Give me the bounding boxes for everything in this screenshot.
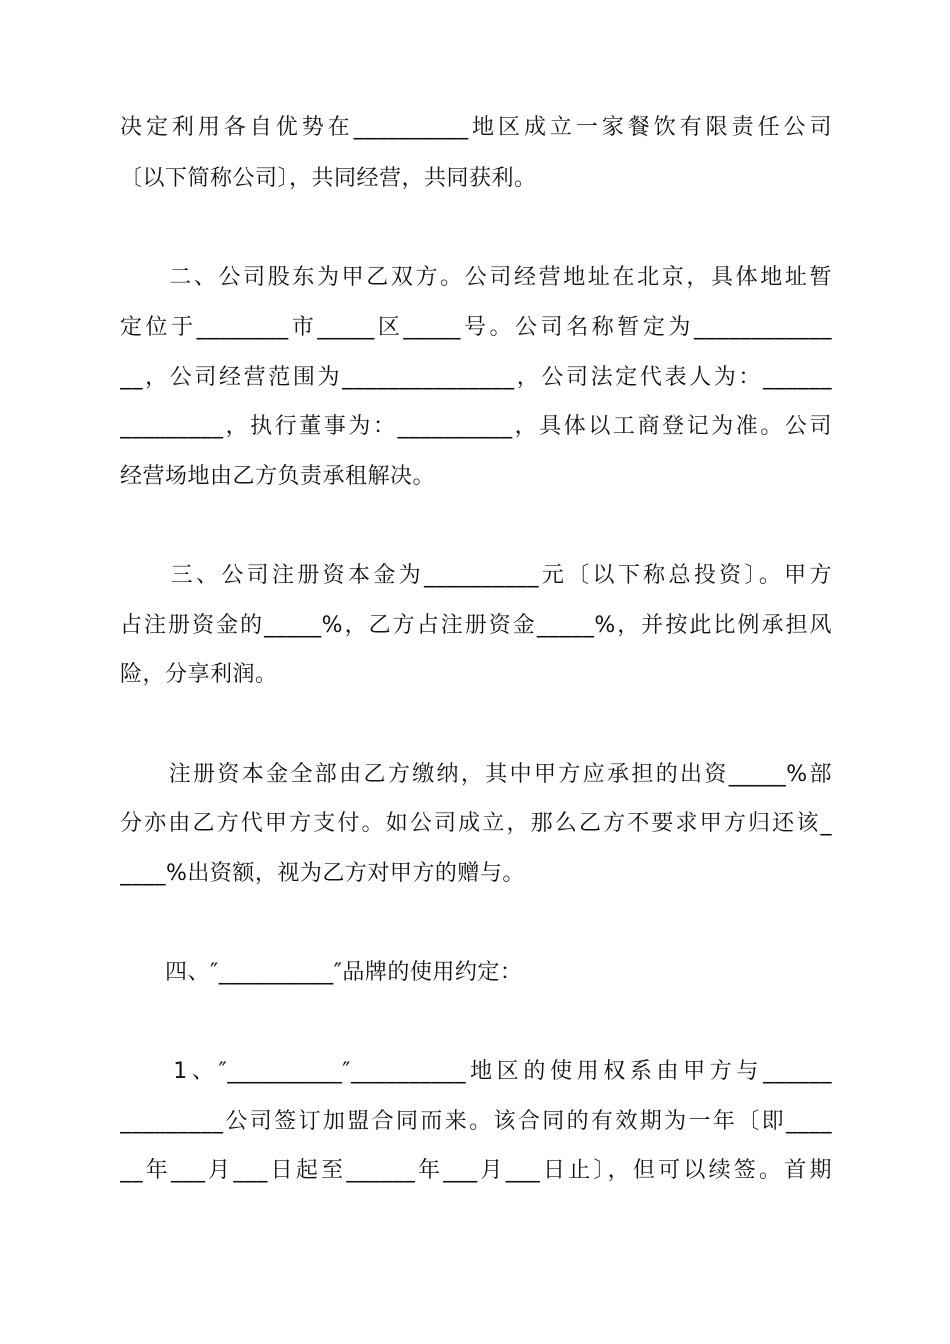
text-line: 险，分享利润。 xyxy=(120,662,278,687)
text-line: 经营场地由乙方负责承租解决。 xyxy=(120,464,436,489)
text-line: 三、公司注册资本金为__________元〔以下称总投资〕。甲方 xyxy=(120,563,832,588)
text-line: 〔以下简称公司〕，共同经营，共同获利。 xyxy=(120,166,537,191)
text-line: 1、″__________″__________地区的使用权系由甲方与______ xyxy=(120,1059,832,1084)
text-line: 二、公司股东为甲乙双方。公司经营地址在北京，具体地址暂 xyxy=(120,265,832,290)
text-line: 决定利用各自优势在__________地区成立一家餐饮有限责任公司 xyxy=(120,115,832,140)
text-line: __年___月___日起至______年___月___日止〕，但可以续签。首期 xyxy=(120,1158,832,1183)
text-line: __，公司经营范围为_______________，公司法定代表人为：______ xyxy=(120,365,832,390)
text-line: 注册资本金全部由乙方缴纳，其中甲方应承担的出资_____%部 xyxy=(120,762,832,787)
text-line: 分亦由乙方代甲方支付。如公司成立，那么乙方不要求甲方归还该_ xyxy=(120,811,832,836)
text-line: _________公司签订加盟合同而来。该合同的有效期为一年〔即____ xyxy=(120,1109,832,1134)
text-line: 占注册资金的_____%，乙方占注册资金_____%，并按此比例承担风 xyxy=(120,613,832,638)
text-line: _________，执行董事为：__________，具体以工商登记为准。公司 xyxy=(120,414,832,439)
text-line: 四、″__________″品牌的使用约定： xyxy=(120,960,523,985)
text-line: ____%出资额，视为乙方对甲方的赠与。 xyxy=(120,861,525,886)
text-line: 定位于________市_____区_____号。公司名称暂定为____________ xyxy=(120,315,832,340)
